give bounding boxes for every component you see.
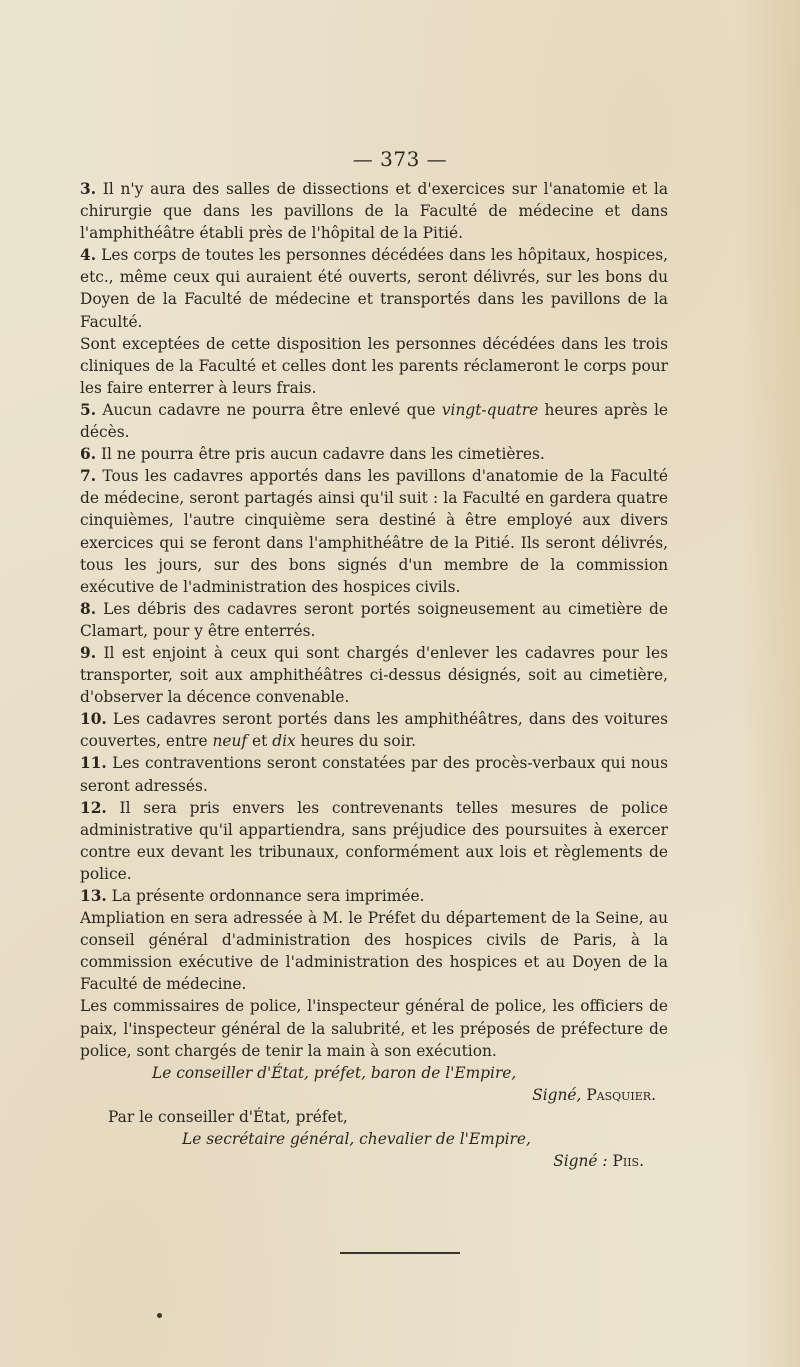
article-10 xyxy=(80,708,668,752)
article-emphasis: neuf xyxy=(212,732,248,751)
page-number: — 373 — xyxy=(352,147,448,171)
signature-title-secretaire: Le secrétaire général, chevalier de l'Empire, xyxy=(182,1130,531,1149)
article-text: Il n'y aura des salles de dissections et d'exercices sur l'anatomie et la chirurgie que dans les pavillons de la Faculté de médecine et dans l'amphithéâtre établi près de l'hôpital de la Pitié. xyxy=(80,180,668,243)
article-6 xyxy=(80,443,668,465)
article-text: Il est enjoint à ceux qui sont chargés d'enlever les cadavres pour les transporter, soit aux amphithéâtres ci-dessus désignés, soit au cimetière, d'observer la décence convenable. xyxy=(80,643,668,707)
signature-label: Signé, xyxy=(532,1085,587,1104)
document-body xyxy=(80,178,668,1172)
article-text: Il sera pris envers les contrevenants telles mesures de police administrative qu'il appartiendra, sans préjudice des poursuites à exercer contre eux devant les tribunaux, conformément aux lois et règlements de police. xyxy=(80,798,668,883)
execution-paragraph xyxy=(80,995,668,1061)
signature-par-conseiller: Par le conseiller d'État, préfet, xyxy=(108,1107,348,1126)
article-8 xyxy=(80,598,668,642)
article-number: 3. xyxy=(80,180,97,198)
article-number: 7. xyxy=(80,467,97,486)
article-7 xyxy=(80,465,668,598)
article-number: 9. xyxy=(80,643,97,662)
article-number: 8. xyxy=(80,599,97,618)
article-13 xyxy=(80,885,668,907)
article-number: 13. xyxy=(80,887,107,905)
article-emphasis: dix xyxy=(272,732,296,751)
closing-rule xyxy=(340,1252,460,1254)
article-text: heures après le décès. xyxy=(80,400,668,442)
signature-label: Signé : xyxy=(553,1152,613,1171)
article-text: Ampliation en sera adressée à M. le Préfet du département de la Seine, au conseil général d'administration des hospices civils de Paris, à la commission exécutive de l'administration des hospices et au Doyen de la Faculté de médecine. xyxy=(80,909,668,994)
article-12 xyxy=(80,797,668,885)
article-text: Tous les cadavres apportés dans les pavillons d'anatomie de la Faculté de médecine, seront partagés ainsi qu'il suit : la Faculté en gardera quatre cinquièmes, l'autre cinquième sera destiné à être employé aux divers exercices qui se feront dans l'amphithéâtre de la Pitié. Ils seront délivrés, tous les jours, sur des bons signés d'un membre de la commission exécutive de l'administration des hospices civils. xyxy=(80,467,668,596)
article-11 xyxy=(80,752,668,796)
article-text: heures du soir. xyxy=(295,732,417,751)
article-4 xyxy=(80,244,668,332)
article-number: 12. xyxy=(80,798,107,817)
article-3 xyxy=(80,178,668,244)
article-text: Les débris des cadavres seront portés soigneusement au cimetière de Clamart, pour y être enterrés. xyxy=(80,599,668,640)
article-text: et xyxy=(247,732,273,751)
article-text: Les commissaires de police, l'inspecteur général de police, les officiers de paix, l'inspecteur général de la salubrité, et les préposés de préfecture de police, sont chargés de tenir la main à son exécution. xyxy=(80,997,668,1060)
article-5 xyxy=(80,399,668,443)
article-text: Il ne pourra être pris aucun cadavre dans les cimetières. xyxy=(96,445,545,464)
ink-speck xyxy=(157,1313,162,1318)
article-text: Les corps de toutes les personnes décédées dans les hôpitaux, hospices, etc., même ceux qui auraient été ouverts, seront délivrés, sur les bons du Doyen de la Faculté de médecine et transportés dans les pavillons de la Faculté. xyxy=(80,246,668,331)
article-number: 4. xyxy=(80,246,97,265)
signature-title-prefet: Le conseiller d'État, préfet, baron de l'Empire, xyxy=(152,1063,517,1082)
article-text: Les cadavres seront portés dans les amphithéâtres, dans des voitures couvertes, entre xyxy=(80,710,668,751)
page-edge-stain xyxy=(740,0,800,1367)
article-4-exception xyxy=(80,333,668,399)
signature-name: Pasquier. xyxy=(586,1085,656,1104)
article-text: Sont exceptées de cette disposition les personnes décédées dans les trois cliniques de la Faculté et celles dont les parents réclameront le corps pour les faire enterrer à leurs frais. xyxy=(80,334,668,397)
article-text: Aucun cadavre ne pourra être enlevé que xyxy=(96,400,442,419)
article-number: 6. xyxy=(80,445,97,464)
article-text: La présente ordonnance sera imprimée. xyxy=(106,887,425,905)
article-number: 11. xyxy=(80,754,107,773)
signature-name: Piis. xyxy=(612,1152,644,1171)
article-text: Les contraventions seront constatées par des procès-verbaux qui nous seront adressés. xyxy=(80,754,668,795)
ampliation-paragraph xyxy=(80,907,668,995)
article-9 xyxy=(80,642,668,708)
article-number: 5. xyxy=(80,400,97,419)
article-number: 10. xyxy=(80,710,107,729)
article-emphasis: vingt-quatre xyxy=(441,400,539,419)
signature-pasquier xyxy=(80,1084,668,1106)
signature-piis xyxy=(80,1150,668,1172)
